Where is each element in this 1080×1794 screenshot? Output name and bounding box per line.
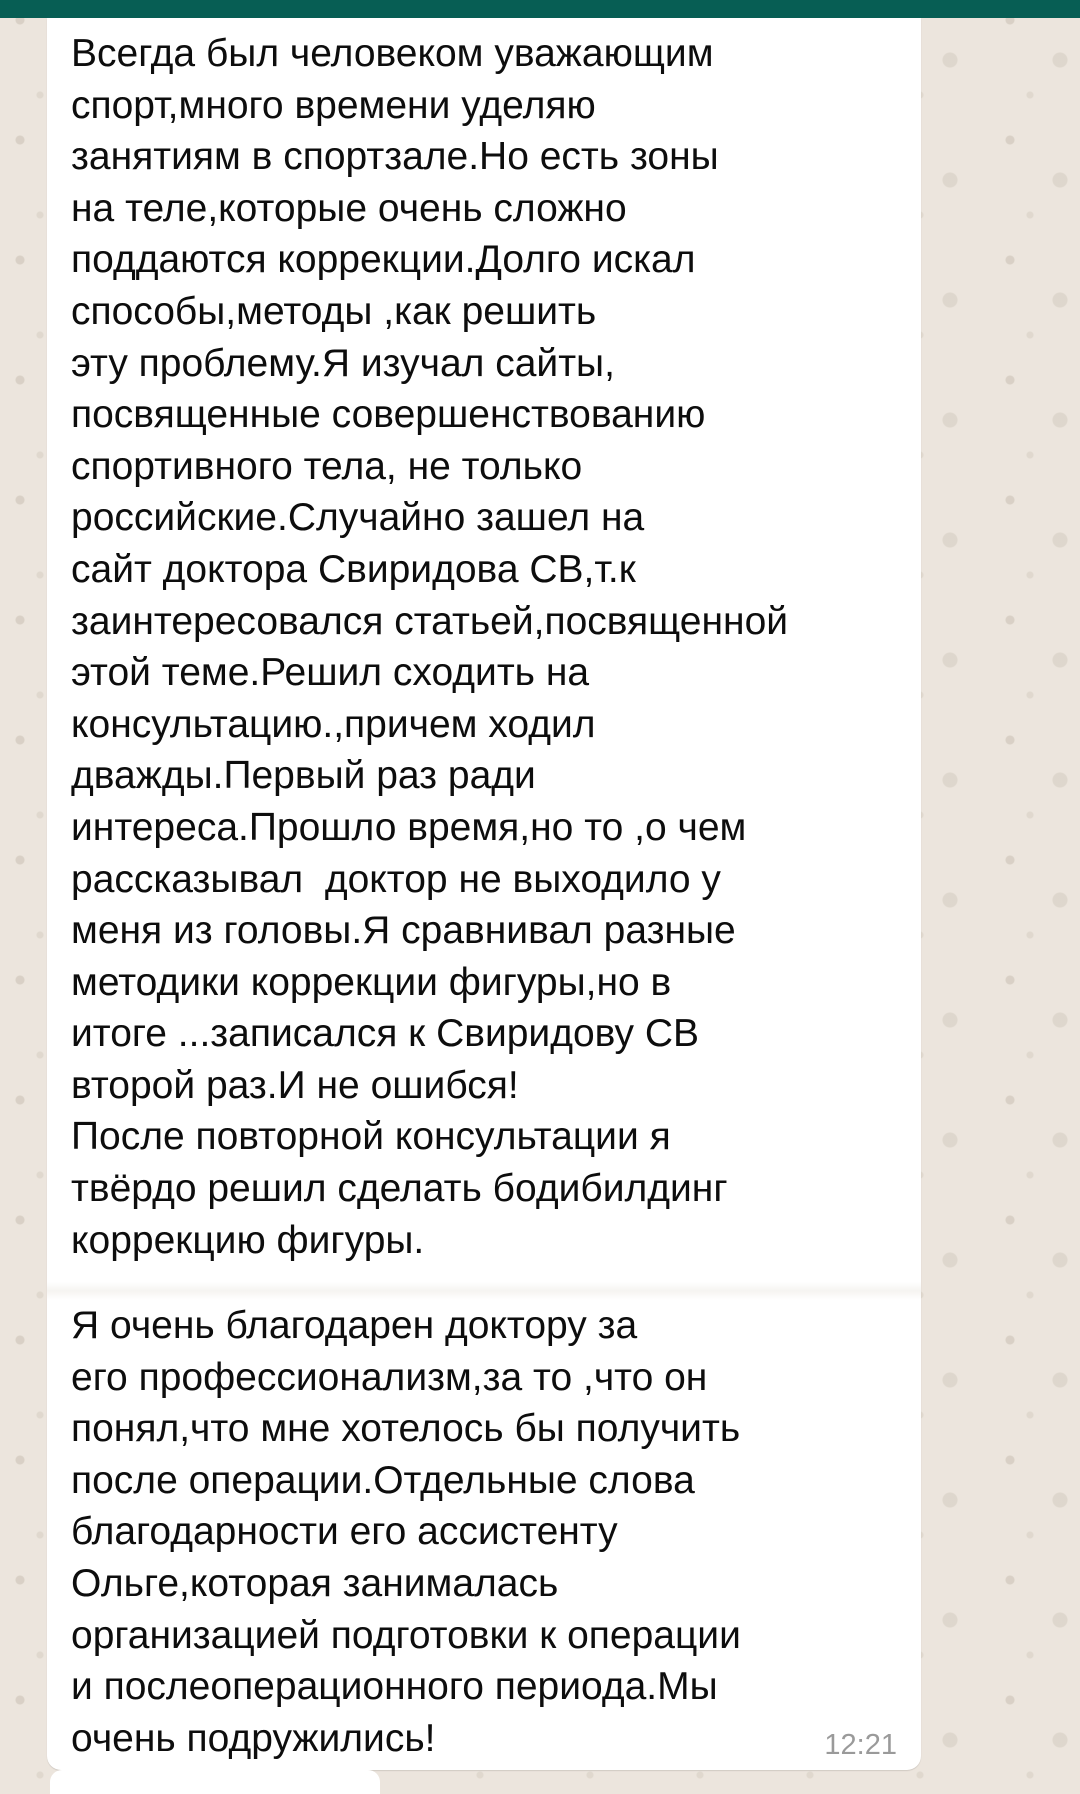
screenshot-stitch-seam <box>47 1282 921 1300</box>
incoming-message-bubble[interactable] <box>47 18 921 1770</box>
message-timestamp: 12:21 <box>824 1729 897 1761</box>
app-header-bar <box>0 0 1080 18</box>
message-text-part-two: Я очень благодарен доктору за его профессионализм,за то ,что он понял,что мне хотелось бы получить после операции.Отдельные слова благодарности его ассистенту Ольге,которая занималась организацией подготовки к операции и послеоперационного периода.Мы очень подружились! <box>71 1304 741 1760</box>
message-text-part-one: Всегда был человеком уважающим спорт,много времени уделяю занятиям в спортзале.Но есть зоны на теле,которые очень сложно поддаются коррекции.Долго искал способы,методы ,как решить эту проблему.Я изучал сайты, посвященные совершенствованию спортивного тела, не только российские.Случайно зашел на сайт доктора Свиридова СВ,т.к заинтересовался статьей,посвященной этой теме.Решил сходить на консультацию.,причем ходил дважды.Первый раз ради интереса.Прошло время,но то ,о чем рассказывал доктор не выходило у меня из головы.Я сравнивал разные методики коррекции фигуры,но в итоге ...записался к Свиридову СВ второй раз.И не ошибся! После повторной консультации я твёрдо решил сделать бодибилдинг коррекцию фигуры. <box>71 32 789 1262</box>
next-message-bubble-edge <box>50 1770 380 1794</box>
